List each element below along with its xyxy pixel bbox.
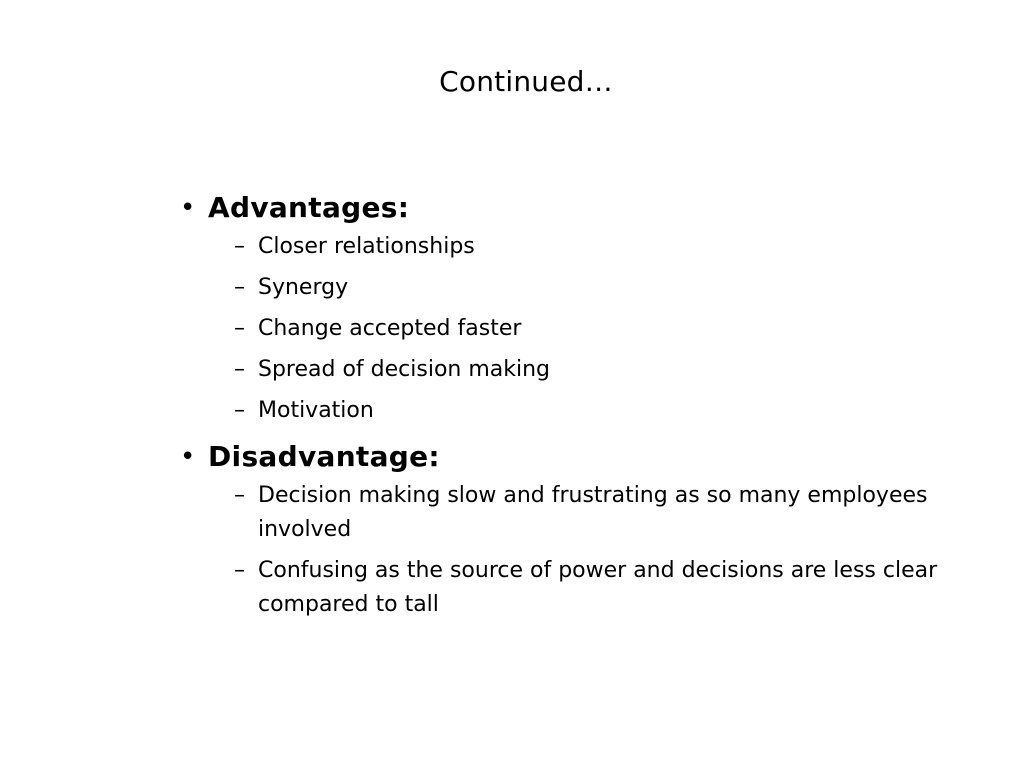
list-item-text: Motivation (258, 398, 374, 423)
slide-title: Continued… (439, 65, 613, 98)
list-item-text: Spread of decision making (258, 357, 551, 382)
dash-icon: – (234, 558, 245, 583)
list-item (234, 394, 970, 428)
list-item (234, 271, 970, 305)
section-heading-advantages (180, 186, 970, 230)
disadvantages-list (234, 479, 970, 622)
list-item-text: Synergy (258, 275, 349, 300)
dash-icon: – (234, 234, 245, 259)
dash-icon: – (234, 316, 245, 341)
list-item (234, 230, 970, 264)
bullet-icon: • (180, 193, 196, 223)
list-item-text: Decision making slow and frustrating as so many employees involved (258, 483, 928, 542)
list-item-text: Change accepted faster (258, 316, 522, 341)
bullet-icon: • (180, 442, 196, 472)
section-heading-label: Advantages: (208, 191, 410, 224)
list-item-text: Confusing as the source of power and decisions are less clear compared to tall (258, 558, 938, 617)
slide-content (180, 186, 970, 629)
dash-icon: – (234, 357, 245, 382)
list-item (234, 554, 970, 622)
list-item (234, 479, 970, 547)
list-item (234, 312, 970, 346)
advantages-list (234, 230, 970, 428)
dash-icon: – (234, 398, 245, 423)
section-heading-label: Disadvantage: (208, 440, 440, 473)
list-item-text: Closer relationships (258, 234, 475, 259)
list-item (234, 353, 970, 387)
dash-icon: – (234, 275, 245, 300)
section-heading-disadvantage (180, 435, 970, 479)
dash-icon: – (234, 483, 245, 508)
